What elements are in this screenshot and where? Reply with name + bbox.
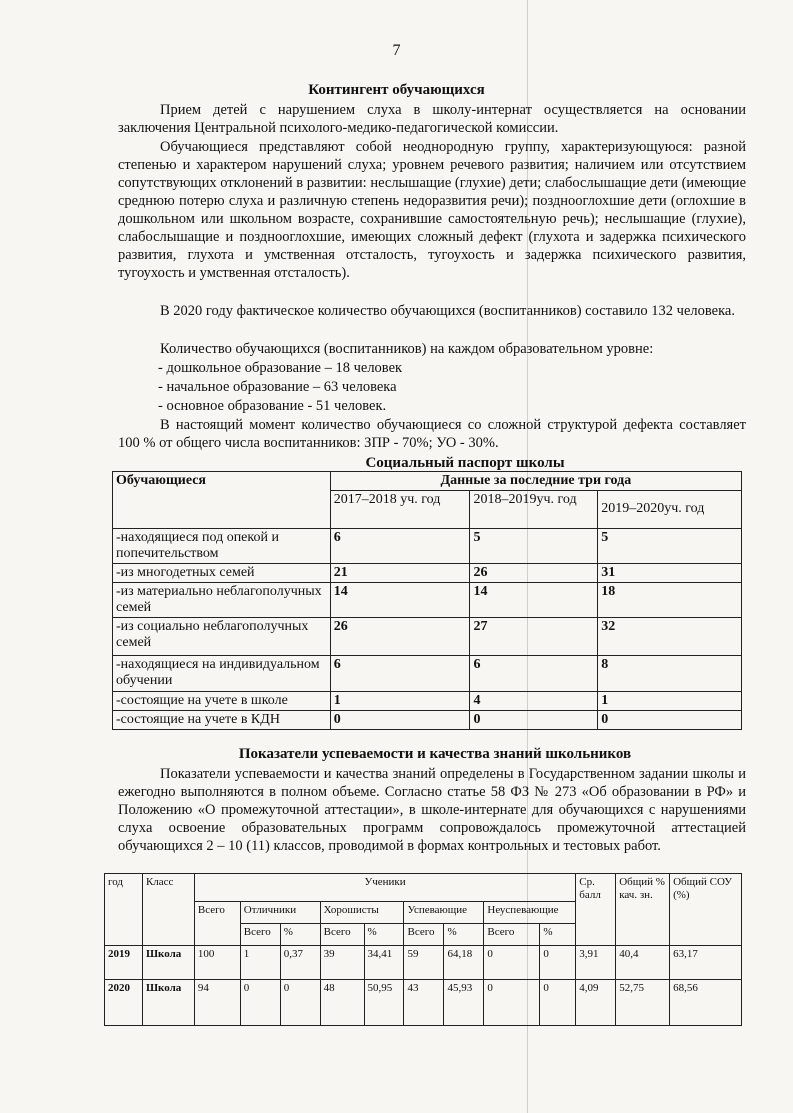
header-class: Класс	[142, 874, 194, 946]
cell-value: 3,91	[576, 946, 616, 980]
header-sub-total: Всего	[320, 924, 364, 946]
cell-value: 6	[330, 529, 470, 564]
cell-value: 26	[330, 618, 470, 656]
paragraph-levels: Количество обучающихся (воспитанников) на каждом образовательном уровне:	[160, 341, 654, 357]
page-number: 7	[392, 42, 401, 59]
cell-value: 18	[598, 583, 742, 618]
row-label: -находящиеся под опекой и попечительством	[113, 529, 331, 564]
header-percent: %	[280, 924, 320, 946]
header-year: год	[105, 874, 143, 946]
header-year: 2018–2019уч. год	[470, 491, 598, 529]
cell-value: 4,09	[576, 980, 616, 1026]
cell-value: 21	[330, 564, 470, 583]
cell-value: 50,95	[364, 980, 404, 1026]
header-failing: Неуспевающие	[484, 902, 576, 924]
section-title-performance: Показатели успеваемости и качества знаний школьников	[238, 746, 632, 762]
header-year: 2017–2018 уч. год	[330, 491, 470, 529]
cell-value: 0	[598, 711, 742, 730]
header-excellent: Отличники	[240, 902, 320, 924]
row-label: -находящиеся на индивидуальном обучении	[113, 656, 331, 692]
cell-value: 63,17	[670, 946, 742, 980]
section-title-contingent: Контингент обучающихся	[308, 82, 485, 98]
cell-year: 2019	[105, 946, 143, 980]
list-item-primary: - начальное образование – 63 человека	[158, 379, 397, 395]
cell-value: 6	[330, 656, 470, 692]
header-avg-score: Ср. балл	[576, 874, 616, 946]
header-sub-total: Всего	[404, 924, 444, 946]
cell-value: 8	[598, 656, 742, 692]
header-good: Хорошисты	[320, 902, 404, 924]
header-students: Ученики	[194, 874, 575, 902]
cell-value: 6	[470, 656, 598, 692]
cell-value: 94	[194, 980, 240, 1026]
cell-value: 45,93	[444, 980, 484, 1026]
cell-value: 32	[598, 618, 742, 656]
cell-value: 26	[470, 564, 598, 583]
performance-table	[104, 873, 742, 1026]
cell-value: 0	[470, 711, 598, 730]
row-label: -из социально неблагополучных семей	[113, 618, 331, 656]
header-percent: %	[540, 924, 576, 946]
cell-value: 14	[330, 583, 470, 618]
cell-value: 14	[470, 583, 598, 618]
cell-class: Школа	[142, 980, 194, 1026]
header-year: 2019–2020уч. год	[598, 491, 742, 529]
cell-value: 0	[540, 980, 576, 1026]
cell-value: 59	[404, 946, 444, 980]
cell-value: 100	[194, 946, 240, 980]
cell-value: 0	[280, 980, 320, 1026]
paragraph-complex-defect: В настоящий момент количество обучающиеся со сложной структурой дефекта составляет 100 % от общего числа воспитанников: ЗПР - 70%; УО - 30%.	[118, 417, 746, 451]
header-percent: %	[444, 924, 484, 946]
cell-year: 2020	[105, 980, 143, 1026]
cell-value: 40,4	[616, 946, 670, 980]
cell-value: 0	[240, 980, 280, 1026]
cell-value: 0	[330, 711, 470, 730]
cell-value: 34,41	[364, 946, 404, 980]
cell-value: 0	[484, 946, 540, 980]
header-passing: Успевающие	[404, 902, 484, 924]
header-quality: Общий % кач. зн.	[616, 874, 670, 946]
cell-class: Школа	[142, 946, 194, 980]
cell-value: 5	[598, 529, 742, 564]
list-item-preschool: - дошкольное образование – 18 человек	[158, 360, 403, 376]
row-label: -из многодетных семей	[113, 564, 331, 583]
paragraph-performance: Показатели успеваемости и качества знаний определены в Государственном задании школы и ежегодно выполняются в полном объеме. Согласно статье 58 ФЗ № 273 «Об образовании в РФ» и Положению «О промежуточной аттестации», в школе-интернате для обучающихся с нарушениями слуха освоение образовательных программ сопровождалось промежуточной аттестацией обучающихся 2 – 10 (11) классов, проводимой в формах контрольных и тестовых работ.	[118, 766, 746, 854]
cell-value: 0,37	[280, 946, 320, 980]
cell-value: 1	[240, 946, 280, 980]
paragraph-student-count: В 2020 году фактическое количество обучающихся (воспитанников) составило 132 человека.	[160, 303, 735, 319]
social-passport-title: Социальный паспорт школы	[365, 455, 565, 471]
cell-value: 0	[484, 980, 540, 1026]
header-sou: Общий СОУ (%)	[670, 874, 742, 946]
cell-value: 48	[320, 980, 364, 1026]
row-label: -состоящие на учете в КДН	[113, 711, 331, 730]
header-three-years: Данные за последние три года	[330, 472, 741, 491]
cell-value: 5	[470, 529, 598, 564]
cell-value: 43	[404, 980, 444, 1026]
social-passport-table	[112, 471, 742, 730]
header-total: Всего	[194, 902, 240, 946]
header-percent: %	[364, 924, 404, 946]
cell-value: 31	[598, 564, 742, 583]
row-label: -из материально неблагополучных семей	[113, 583, 331, 618]
cell-value: 68,56	[670, 980, 742, 1026]
cell-value: 1	[598, 692, 742, 711]
cell-value: 4	[470, 692, 598, 711]
cell-value: 0	[540, 946, 576, 980]
cell-value: 52,75	[616, 980, 670, 1026]
header-sub-total: Всего	[240, 924, 280, 946]
list-item-basic: - основное образование - 51 человек.	[158, 398, 387, 414]
header-sub-total: Всего	[484, 924, 540, 946]
row-label: -состоящие на учете в школе	[113, 692, 331, 711]
cell-value: 1	[330, 692, 470, 711]
paragraph-admission: Прием детей с нарушением слуха в школу-интернат осуществляется на основании заключения Центральной психолого-медико-педагогической комиссии.	[118, 102, 746, 136]
cell-value: 39	[320, 946, 364, 980]
header-students: Обучающиеся	[113, 472, 331, 529]
paragraph-students-groups: Обучающиеся представляют собой неоднородную группу, характеризующуюся: разной степенью и характером нарушений слуха; уровнем речевого развития; наличием или отсутствием сопутствующих отклонений в развитии: неслышащие (глухие) дети; слабослышащие дети (имеющие среднюю потерю слуха и различную степень недоразвития речи); позднооглохшие дети (оглохшие в дошкольном или школьном возрасте, сохранившие самостоятельную речь); неслышащие (глухие), слабослышащие и позднооглохшие, имеющих сложный дефект (глухота и задержка психического развития, глухота и умственная отсталость, тугоухость и задержка психического развития, тугоухость и умственная отсталость).	[118, 139, 746, 281]
cell-value: 27	[470, 618, 598, 656]
cell-value: 64,18	[444, 946, 484, 980]
